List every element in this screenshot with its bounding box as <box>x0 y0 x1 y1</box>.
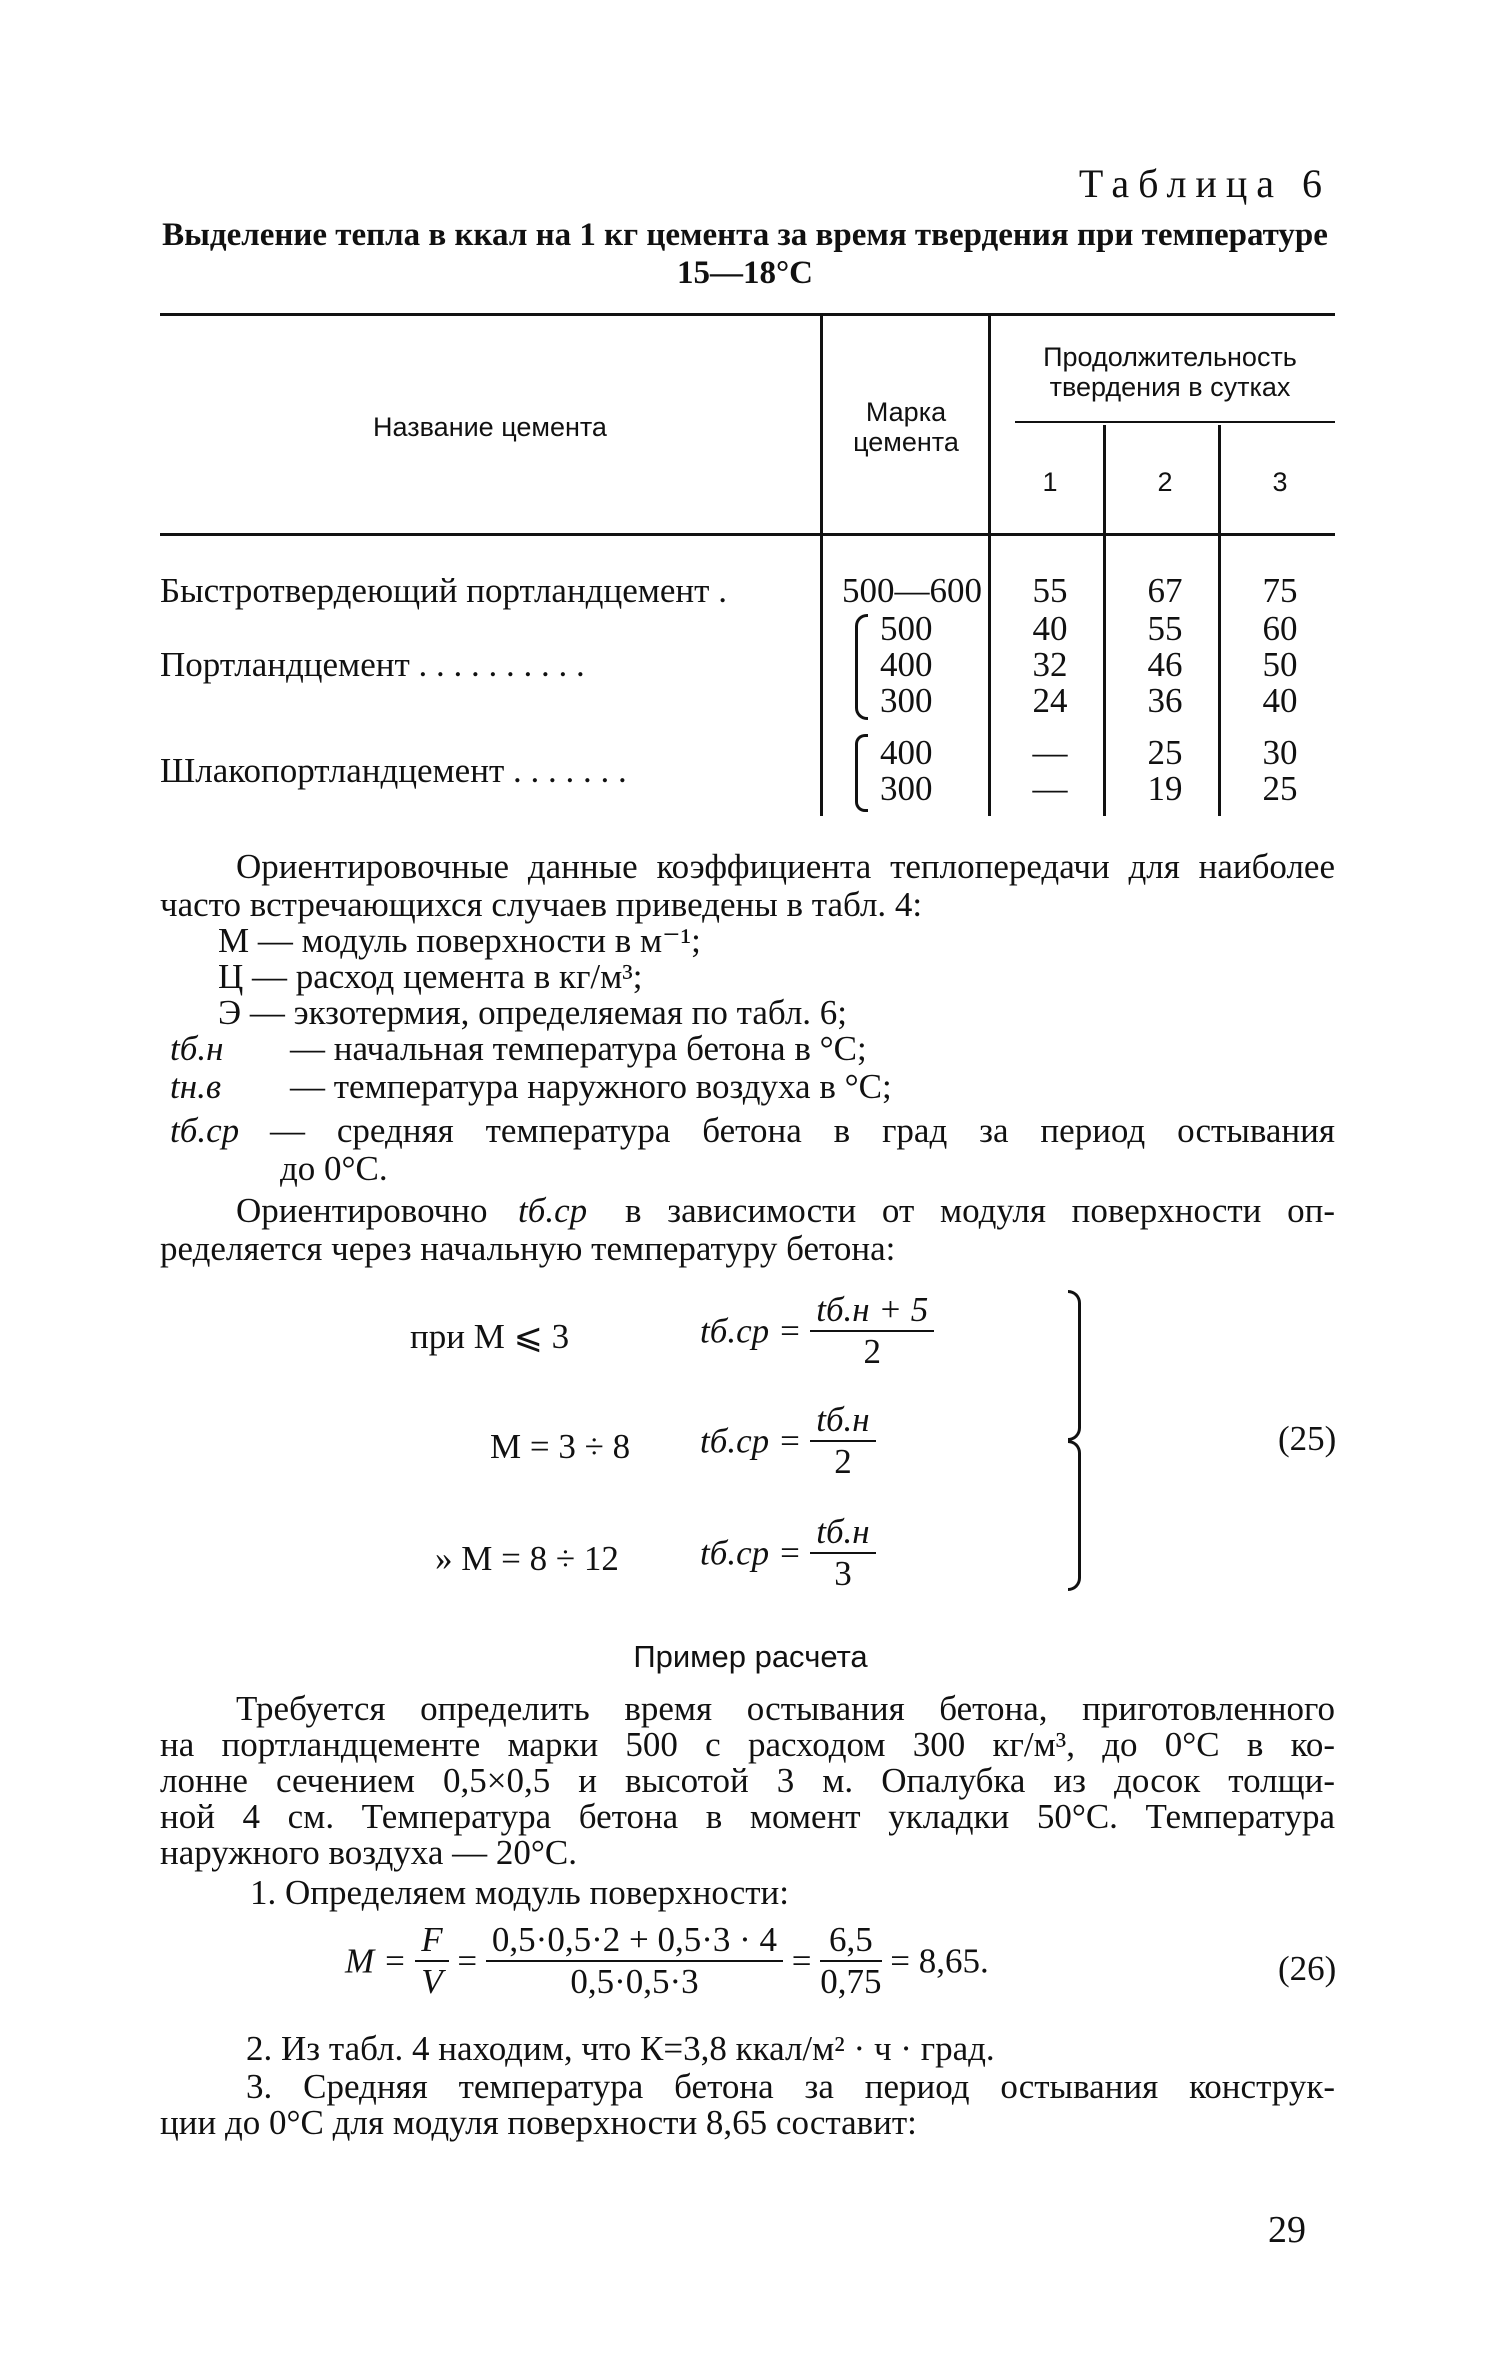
value-slag-400-day1: — <box>1032 733 1068 772</box>
formula25-row3-denominator: 3 <box>834 1554 852 1594</box>
page-number: 29 <box>1268 2209 1306 2251</box>
grade-portland-300: 300 <box>880 681 933 720</box>
col-rule-2 <box>988 316 991 816</box>
example-heading: Пример расчета <box>633 1639 868 1674</box>
example-step-3-line-1: 3. Средняя температура бетона за период остывания конструк- <box>246 2067 1335 2106</box>
header-day-3: 3 <box>1272 467 1288 497</box>
example-line-1: Требуется определить время остывания бетона, приготовленного <box>236 1689 1335 1728</box>
value-slag-400-day2: 25 <box>1147 733 1183 772</box>
grade-fast-hardening: 500—600 <box>842 571 982 610</box>
table-top-rule <box>160 313 1335 316</box>
formula26-calc-denominator: 0,5·0,5·3 <box>570 1962 699 2002</box>
table-label: Таблица 6 <box>1078 161 1331 206</box>
formula26 <box>345 1920 989 2003</box>
header-duration: Продолжительность твердения в сутках <box>1043 342 1297 402</box>
header-bottom-rule <box>160 533 1335 536</box>
symbol-t-nv-text: tн.в <box>170 1067 222 1106</box>
formula25-row2-fraction <box>810 1400 875 1483</box>
value-portland-500-day3: 60 <box>1262 609 1298 648</box>
formula25-row3 <box>700 1512 876 1595</box>
symbol-t-nv <box>170 1068 221 1106</box>
example-line-3: лонне сечением 0,5×0,5 и высотой 3 м. Опалубка из досок толщи- <box>160 1761 1335 1800</box>
formula25-row2-condition: М = 3 ÷ 8 <box>490 1427 631 1466</box>
header-cement-grade: Марка цемента <box>853 397 959 457</box>
table-title: Выделение тепла в ккал на 1 кг цемента за время твердения при температуре 15—18°С <box>162 217 1328 291</box>
value-portland-300-day1: 24 <box>1032 681 1068 720</box>
formula26-equals-2: = <box>791 1941 812 1981</box>
formula25-row1-condition: при М ⩽ 3 <box>410 1317 570 1356</box>
formula25-row1 <box>700 1290 934 1373</box>
duration-sub-rule <box>1015 421 1335 423</box>
value-portland-300-day3: 40 <box>1262 681 1298 720</box>
example-line-4: ной 4 см. Температура бетона в момент укладки 50°С. Температура <box>160 1797 1335 1836</box>
formula25-row1-fraction <box>810 1290 934 1373</box>
header-day-1: 1 <box>1042 467 1058 497</box>
formula25-number: (25) <box>1278 1419 1337 1458</box>
row-name-slag-portland: Шлакопортландцемент . . . . . . . <box>160 751 627 790</box>
value-fast-day1: 55 <box>1032 571 1068 610</box>
brace-slag <box>855 734 868 812</box>
definition-e: Э — экзотермия, определяемая по табл. 6; <box>218 993 848 1032</box>
formula26-lhs: М = <box>345 1941 407 1981</box>
value-slag-300-day2: 19 <box>1147 769 1183 808</box>
grade-portland-400: 400 <box>880 645 933 684</box>
header-day-2: 2 <box>1157 467 1173 497</box>
formula25-row1-numerator: tб.н + 5 <box>816 1290 929 1329</box>
symbol-t-bn-text: tб.н <box>170 1029 224 1068</box>
example-step-1: 1. Определяем модуль поверхности: <box>250 1873 789 1912</box>
definition-t-bn: — начальная температура бетона в °С; <box>290 1029 867 1068</box>
definition-c: Ц — расход цемента в кг/м³; <box>218 957 643 996</box>
formula25-row1-denominator: 2 <box>863 1332 882 1372</box>
value-fast-day2: 67 <box>1147 571 1183 610</box>
formula26-f: F <box>421 1920 443 1959</box>
value-slag-400-day3: 30 <box>1262 733 1298 772</box>
formula26-calc-numerator: 0,5·0,5·2 + 0,5·3 · 4 <box>486 1920 783 1962</box>
example-line-5: наружного воздуха — 20°С. <box>160 1833 577 1872</box>
definition-m: М — модуль поверхности в м⁻¹; <box>218 921 701 960</box>
paragraph-approx-symbol-text: tб.ср <box>518 1191 588 1230</box>
paragraph-heat-transfer: Ориентировочные данные коэффициента теплопередачи для наиболее часто встречающихся случаев приведены в табл. 4: <box>160 847 1335 924</box>
example-line-2: на портландцементе марки 500 с расходом 300 кг/м³, до 0°С в ко- <box>160 1725 1335 1764</box>
symbol-t-bsr <box>170 1112 239 1150</box>
formula26-fraction-fv <box>415 1920 448 2003</box>
formula25-row2-lhs: tб.ср = <box>700 1421 802 1461</box>
formula26-value-numerator: 6,5 <box>820 1920 881 1962</box>
formula26-result: = 8,65. <box>890 1941 989 1981</box>
definition-t-bsr-continued: до 0°С. <box>280 1149 388 1188</box>
brace-portland <box>855 614 868 720</box>
formula25-row2 <box>700 1400 876 1483</box>
paragraph-approx-symbol <box>518 1192 587 1230</box>
definition-t-nv: — температура наружного воздуха в °С; <box>290 1067 892 1106</box>
grade-portland-500: 500 <box>880 609 933 648</box>
formula25-row3-lhs: tб.ср = <box>700 1533 802 1573</box>
grade-slag-400: 400 <box>880 733 933 772</box>
grade-slag-300: 300 <box>880 769 933 808</box>
paragraph-approx-start: Ориентировочно <box>236 1191 488 1230</box>
value-fast-day3: 75 <box>1262 571 1298 610</box>
definition-t-bsr: — средняя температура бетона в град за период остывания <box>270 1111 1335 1150</box>
paragraph-approx-rest: в зависимости от модуля поверхности оп- <box>625 1191 1335 1230</box>
symbol-t-bsr-text: tб.ср <box>170 1111 240 1150</box>
value-portland-300-day2: 36 <box>1147 681 1183 720</box>
formula25-row2-numerator: tб.н <box>816 1400 870 1439</box>
example-step-2: 2. Из табл. 4 находим, что К=3,8 ккал/м² · ч · град. <box>246 2029 995 2068</box>
value-portland-500-day1: 40 <box>1032 609 1068 648</box>
formula26-fraction-value <box>820 1920 881 2003</box>
formula26-value-denominator: 0,75 <box>820 1962 882 2002</box>
row-name-fast-hardening: Быстротвердеющий портландцемент . <box>160 571 727 610</box>
formula25-row3-condition: » М = 8 ÷ 12 <box>435 1539 619 1578</box>
formula26-v: V <box>421 1962 443 2002</box>
paragraph-approx-line2: ределяется через начальную температуру бетона: <box>160 1229 896 1268</box>
header-cement-name: Название цемента <box>373 412 607 442</box>
example-step-3-line-2: ции до 0°С для модуля поверхности 8,65 составит: <box>160 2103 917 2142</box>
value-portland-400-day3: 50 <box>1262 645 1298 684</box>
value-slag-300-day3: 25 <box>1262 769 1298 808</box>
formula26-fraction-calc <box>486 1920 783 2003</box>
value-slag-300-day1: — <box>1032 769 1068 808</box>
formula25-row1-lhs: tб.ср = <box>700 1311 802 1351</box>
row-name-portland: Портландцемент . . . . . . . . . . <box>160 645 585 684</box>
formula25-row2-denominator: 2 <box>834 1442 852 1482</box>
symbol-t-bn <box>170 1030 223 1068</box>
col-rule-1 <box>820 316 823 816</box>
value-portland-400-day2: 46 <box>1147 645 1183 684</box>
formula25-brace-bottom <box>1068 1440 1081 1591</box>
formula25-row3-fraction <box>810 1512 875 1595</box>
value-portland-400-day1: 32 <box>1032 645 1068 684</box>
value-portland-500-day2: 55 <box>1147 609 1183 648</box>
formula26-equals-1: = <box>457 1941 478 1981</box>
formula25-brace-top <box>1068 1290 1081 1441</box>
formula25-row3-numerator: tб.н <box>816 1512 870 1551</box>
formula26-number: (26) <box>1278 1949 1337 1988</box>
